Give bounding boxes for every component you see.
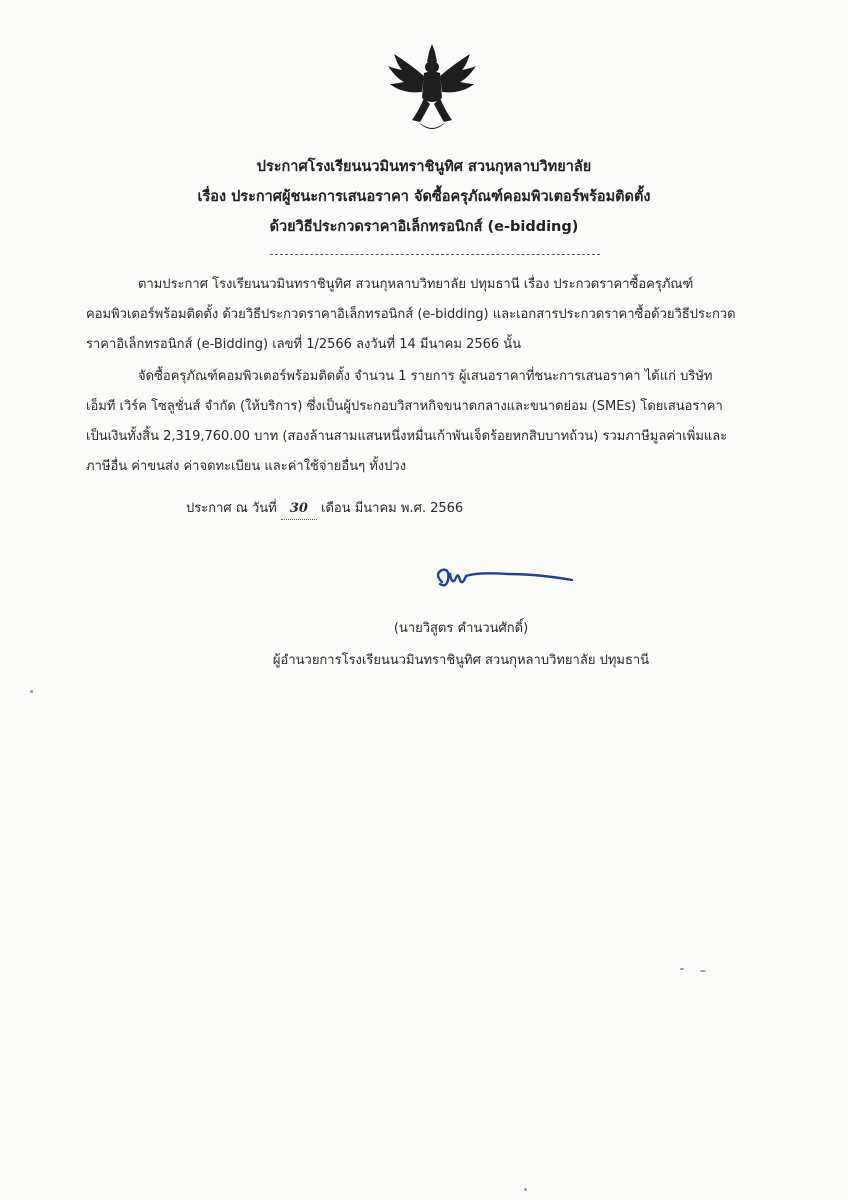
paragraph-line: เอ็มที เวิร์ค โซลูชั่นส์ จำกัด (ให้บริการ) ซึ่งเป็นผู้ประกอบวิสาหกิจขนาดกลางและขนาดย่อม (SMEs) โดยเสนอราคา	[86, 399, 723, 414]
paragraph-line: จัดซื้อครุภัณฑ์คอมพิวเตอร์พร้อมติดตั้ง จำนวน 1 รายการ ผู้เสนอราคาที่ชนะการเสนอราคา ได้แก่ บริษัท	[138, 369, 713, 384]
announce-day: 30	[281, 499, 317, 520]
announce-suffix: เดือน มีนาคม พ.ศ. 2566	[321, 501, 464, 516]
paragraph-reference	[86, 270, 786, 360]
document-title	[0, 152, 848, 242]
signer-position: ผู้อำนวยการโรงเรียนนวมินทราชินูทิศ สวนกุหลาบวิทยาลัย ปทุมธานี	[272, 653, 650, 668]
garuda-emblem-icon	[382, 40, 482, 140]
paragraph-line: ภาษีอื่น ค่าขนส่ง ค่าจดทะเบียน และค่าใช้จ่ายอื่นๆ ทั้งปวง	[86, 459, 407, 474]
signer-name: (นายวิสูตร คำนวนศักดิ์)	[393, 621, 529, 636]
scan-speck	[700, 970, 706, 972]
handwritten-signature	[428, 560, 578, 600]
title-divider	[270, 254, 600, 255]
title-line-2: เรื่อง ประกาศผู้ชนะการเสนอราคา จัดซื้อครุภัณฑ์คอมพิวเตอร์พร้อมติดตั้ง	[197, 189, 651, 205]
paragraph-line: คอมพิวเตอร์พร้อมติดตั้ง ด้วยวิธีประกวดราคาอิเล็กทรอนิกส์ (e-bidding) และเอกสารประกวดราคาซื้อด้วยวิธีประกวด	[86, 307, 736, 322]
paragraph-line: ราคาอิเล็กทรอนิกส์ (e-Bidding) เลขที่ 1/2566 ลงวันที่ 14 มีนาคม 2566 นั้น	[86, 337, 522, 352]
paragraph-winner	[86, 362, 786, 482]
announce-prefix: ประกาศ ณ วันที่	[186, 501, 277, 516]
paragraph-line: ตามประกาศ โรงเรียนนวมินทราชินูทิศ สวนกุหลาบวิทยาลัย ปทุมธานี เรื่อง ประกวดราคาซื้อครุภัณฑ์	[138, 277, 694, 292]
scan-speck	[524, 1188, 527, 1191]
title-line-1: ประกาศโรงเรียนนวมินทราชินูทิศ สวนกุหลาบวิทยาลัย	[256, 159, 592, 175]
paragraph-line: เป็นเงินทั้งสิ้น 2,319,760.00 บาท (สองล้านสามแสนหนึ่งหมื่นเก้าพันเจ็ดร้อยหกสิบบาทถ้วน) รวมภาษีมูลค่าเพิ่มและ	[86, 429, 728, 444]
scan-speck	[680, 968, 684, 970]
announcement-date	[186, 494, 463, 524]
scan-speck	[30, 690, 33, 693]
title-line-3: ด้วยวิธีประกวดราคาอิเล็กทรอนิกส์ (e-bidding)	[269, 219, 579, 235]
